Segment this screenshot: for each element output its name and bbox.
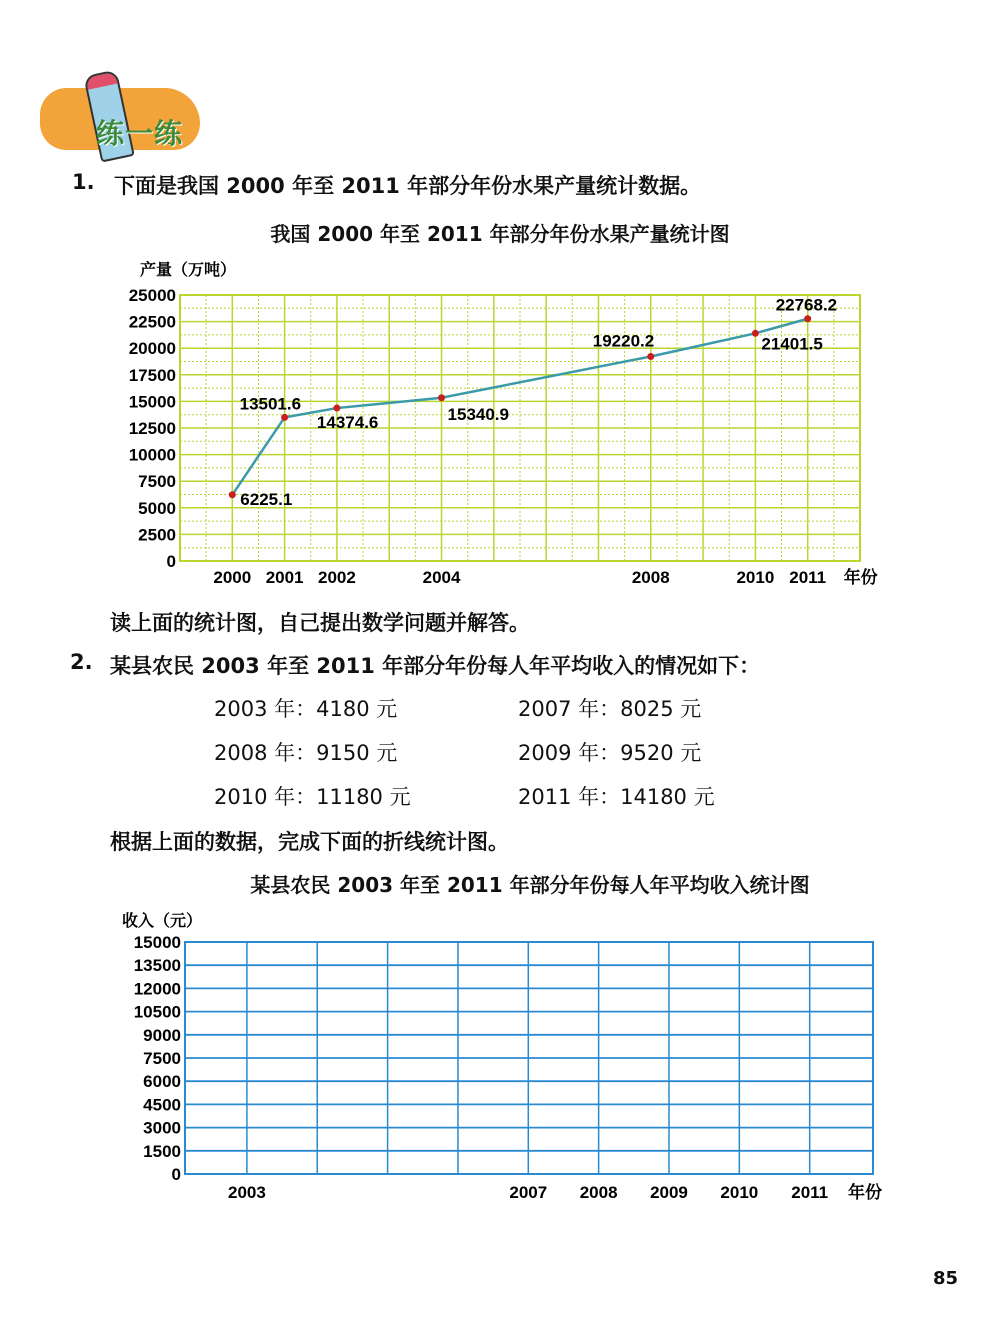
- income-item: 2003 年：4180 元: [214, 697, 398, 721]
- q2-number: 2.: [70, 650, 93, 674]
- q2-text: 某县农民 2003 年至 2011 年部分年份每人年平均收入的情况如下：: [110, 654, 761, 678]
- y-tick-label: 12000: [133, 979, 181, 999]
- data-point: [752, 330, 759, 337]
- y-tick-label: 22500: [128, 312, 176, 332]
- fruit-production-chart: [0, 250, 1000, 595]
- income-item: 2010 年：11180 元: [214, 785, 411, 809]
- q1-number: 1.: [72, 170, 95, 194]
- x-axis-label: 年份: [843, 568, 878, 587]
- y-axis-label: 收入（元）: [122, 913, 203, 930]
- y-tick-label: 15000: [128, 392, 176, 412]
- x-tick-label: 2007: [509, 1183, 548, 1202]
- data-label: 13501.6: [239, 394, 302, 414]
- data-label: 15340.9: [447, 404, 509, 424]
- y-tick-label: 15000: [133, 933, 181, 952]
- y-tick-label: 7500: [143, 1049, 181, 1068]
- data-point: [438, 394, 445, 401]
- income-item: 2011 年：14180 元: [518, 785, 715, 809]
- income-chart: [0, 900, 1000, 1210]
- income-item: 2008 年：9150 元: [214, 741, 398, 765]
- x-tick-label: 2009: [650, 1183, 688, 1202]
- y-axis-label: 产量（万吨）: [140, 262, 237, 279]
- y-tick-label: 9000: [143, 1025, 181, 1045]
- x-tick-label: 2000: [213, 568, 252, 587]
- y-tick-label: 10000: [128, 445, 176, 465]
- chart1-title: 我国 2000 年至 2011 年部分年份水果产量统计图: [270, 222, 730, 246]
- practice-section-logo: [40, 72, 210, 158]
- x-tick-label: 2001: [265, 568, 304, 587]
- page-number: 85: [932, 1268, 958, 1289]
- y-tick-label: 1500: [143, 1141, 181, 1161]
- data-label: 14374.6: [316, 413, 379, 433]
- y-tick-label: 17500: [128, 365, 176, 385]
- y-tick-label: 10500: [133, 1002, 181, 1022]
- y-tick-label: 6000: [143, 1072, 181, 1092]
- data-label: 6225.1: [240, 489, 293, 509]
- income-item: 2009 年：9520 元: [518, 741, 702, 765]
- q1-task: 读上面的统计图，自己提出数学问题并解答。: [110, 611, 530, 635]
- data-label: 19220.2: [592, 331, 655, 351]
- data-label: 21401.5: [761, 334, 823, 354]
- y-tick-label: 12500: [128, 419, 176, 438]
- q1-text: 下面是我国 2000 年至 2011 年部分年份水果产量统计数据。: [114, 174, 702, 198]
- x-tick-label: 2008: [631, 568, 670, 587]
- data-point: [647, 353, 654, 360]
- data-point: [281, 414, 288, 421]
- x-tick-label: 2011: [789, 568, 827, 587]
- income-item: 2007 年：8025 元: [518, 697, 702, 721]
- y-tick-label: 5000: [138, 498, 176, 518]
- x-tick-label: 2002: [318, 568, 356, 587]
- data-point: [229, 491, 236, 498]
- y-tick-label: 13500: [133, 956, 181, 976]
- x-tick-label: 2011: [791, 1183, 829, 1202]
- y-tick-label: 0: [166, 552, 176, 571]
- x-axis-label: 年份: [848, 1183, 882, 1202]
- x-tick-label: 2008: [579, 1183, 618, 1202]
- y-tick-label: 7500: [138, 472, 176, 492]
- q2-task: 根据上面的数据，完成下面的折线统计图。: [110, 830, 509, 854]
- chart2-title: 某县农民 2003 年至 2011 年部分年份每人年平均收入统计图: [250, 873, 810, 897]
- x-tick-label: 2010: [736, 568, 775, 587]
- y-tick-label: 0: [171, 1165, 181, 1184]
- y-tick-label: 4500: [143, 1095, 181, 1115]
- x-tick-label: 2003: [227, 1183, 266, 1202]
- x-tick-label: 2004: [422, 568, 461, 587]
- x-tick-label: 2010: [720, 1183, 759, 1202]
- y-tick-label: 3000: [143, 1118, 181, 1138]
- y-tick-label: 2500: [138, 525, 176, 545]
- data-label: 22768.2: [775, 295, 838, 315]
- y-tick-label: 25000: [128, 286, 176, 305]
- section-label: 练一练: [96, 117, 184, 150]
- data-point: [333, 405, 340, 412]
- y-tick-label: 20000: [128, 339, 176, 359]
- data-point: [804, 315, 811, 322]
